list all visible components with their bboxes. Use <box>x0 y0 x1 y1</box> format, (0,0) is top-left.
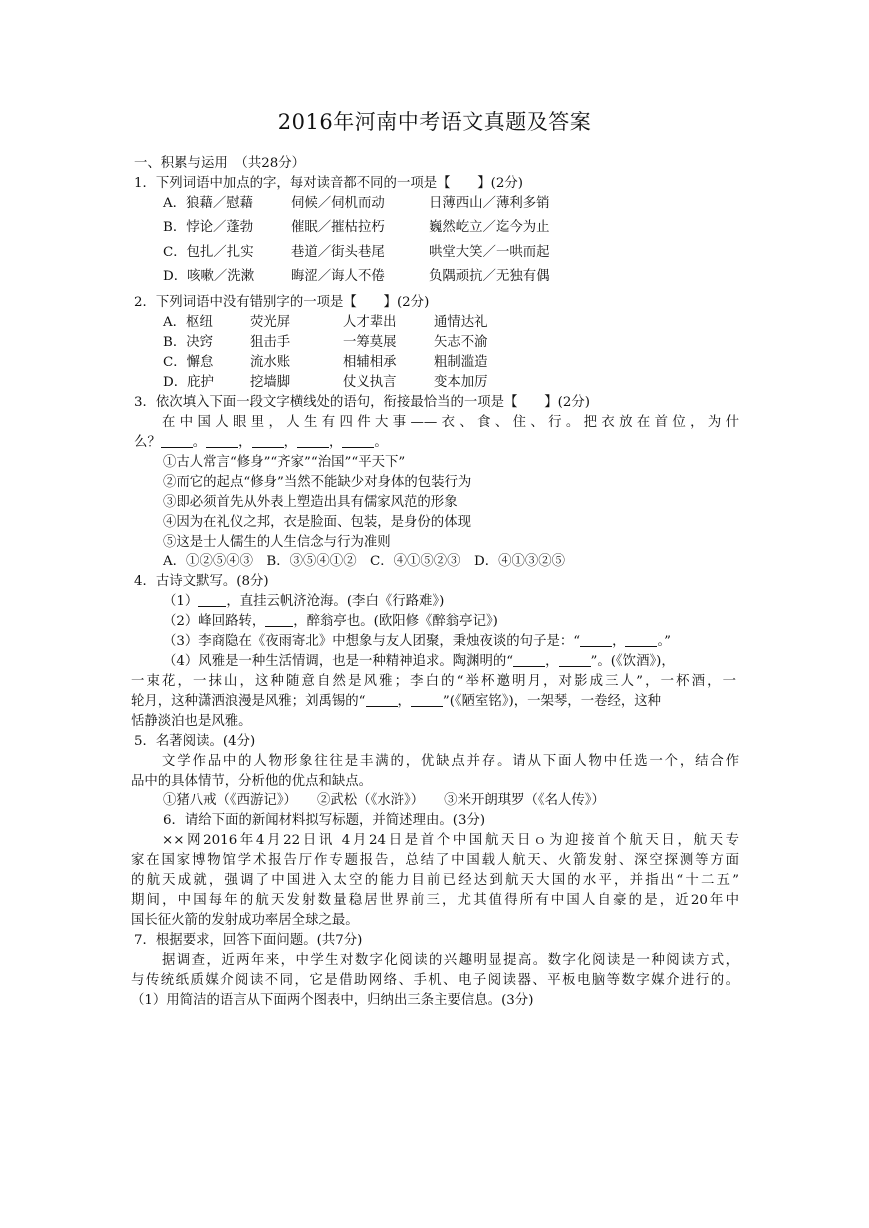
q3-item-4: ④因为在礼仪之邦，衣是脸面、包装，是身份的体现 <box>163 515 471 530</box>
question-5-stem: 5．名著阅读。(4分) <box>134 734 256 749</box>
q4-line-2: （2）峰回路转， ，醉翁亭也。(欧阳修《醉翁亭记》) <box>163 614 498 629</box>
answer-blank[interactable] <box>580 632 612 647</box>
q3-item-2: ②而它的起点“修身”当然不能缺少对身体的包装行为 <box>163 475 472 490</box>
question-4-stem: 4．古诗文默写。(8分) <box>134 574 269 589</box>
q1-option-b: B．悖论／蓬勃 催眠／摧枯拉朽 巍然屹立／迄今为止 <box>163 220 550 235</box>
q6-line-2: 家在国家博物馆学术报告厅作专题报告，总结了中国载人航天、火箭发射、深空探测等方面 <box>131 853 739 868</box>
q5-characters: ①猪八戒（《西游记》） ②武松（《水浒》） ③米开朗琪罗（《名人传》） <box>163 793 605 808</box>
section-heading: 一、积累与运用 （共28分） <box>134 156 306 171</box>
q2-option-c: C．懈怠 流水账 相辅相承 粗制滥造 <box>163 355 488 370</box>
q1-option-d: D．咳嗽／洗漱 晦涩／诲人不倦 负隅顽抗／无独有偶 <box>163 269 550 284</box>
q6-line-5: 国长征火箭的发射成功率居全球之最。 <box>131 913 359 928</box>
answer-blank[interactable] <box>206 433 238 448</box>
answer-blank[interactable] <box>625 632 657 647</box>
answer-blank[interactable] <box>366 692 398 707</box>
answer-blank[interactable] <box>513 652 545 667</box>
question-1-stem: 1．下列词语中加点的字，每对读音都不同的一项是【 】(2分) <box>134 176 524 191</box>
q5-line-1: 文学作品中的人物形象往往是丰满的，优缺点并存。请从下面人物中任选一个，结合作 <box>162 754 739 769</box>
q4-line-7: 恬静淡泊也是风雅。 <box>131 714 252 729</box>
q1-option-a: A．狼藉／慰藉 伺候／伺机而动 日薄西山／薄利多销 <box>163 196 550 211</box>
question-2-stem: 2．下列词语中没有错别字的一项是【 】(2分) <box>134 295 430 310</box>
question-6-stem: 6．请给下面的新闻材料拟写标题，并简述理由。(3分) <box>163 813 486 828</box>
q3-paragraph-cont: 么？ 。 ， ， ， 。 <box>134 435 388 450</box>
q1-option-c: C．包扎／扎实 巷道／街头巷尾 哄堂大笑／一哄而起 <box>163 245 550 260</box>
answer-blank[interactable] <box>297 433 329 448</box>
answer-blank[interactable] <box>252 433 284 448</box>
q4-line-1: （1） ，直挂云帆济沧海。(李白《行路难》) <box>163 594 445 609</box>
q4-line-4: （4）风雅是一种生活情调，也是一种精神追求。陶渊明的“ ， ”。(《饮酒》)， <box>163 654 675 669</box>
answer-blank[interactable] <box>161 433 193 448</box>
answer-blank[interactable] <box>411 692 443 707</box>
document-title: 2016年河南中考语文真题及答案 <box>277 110 592 134</box>
q7-line-2: 与传统纸质媒介阅读不同，它是借助网络、手机、电子阅读器、平板电脑等数字媒介进行的。 <box>131 973 739 988</box>
answer-blank[interactable] <box>559 652 591 667</box>
q4-line-3: （3）李商隐在《夜雨寄北》中想象与友人团聚，秉烛夜谈的句子是：“ ， 。” <box>163 634 672 649</box>
answer-blank[interactable] <box>265 612 293 627</box>
q2-option-d: D．庇护 挖墙脚 仗义执言 变本加厉 <box>163 375 488 390</box>
q4-line-6: 轮月，这种潇洒浪漫是风雅；刘禹锡的“ ， ”(《陋室铭》)，一架琴，一卷经，这种 <box>131 694 662 709</box>
q4-line-5: 一束花，一抹山，这种随意自然是风雅；李白的“举杯邀明月，对影成三人”，一杯酒，一 <box>131 674 736 689</box>
q3-choices: A．①②⑤④③ B．③⑤④①② C．④①⑤②③ D．④①③②⑤ <box>163 554 566 569</box>
q3-item-1: ①古人常言“修身”“齐家”“治国”“平天下” <box>163 455 406 470</box>
question-3-stem: 3．依次填入下面一段文字横线处的语句，衔接最恰当的一项是【 】(2分) <box>134 395 590 410</box>
q6-line-3: 的航天成就，强调了中国进入太空的能力目前已经达到航天大国的水平，并指出“十二五” <box>131 873 739 888</box>
q6-line-4: 期间，中国每年的航天发射数量稳居世界前三，尤其值得所有中国人自豪的是，近20年中 <box>131 893 739 908</box>
q6-line-1: ××网2016年4月22日讯 4月24日是首个中国航天日ｏ为迎接首个航天日，航天专 <box>162 833 739 848</box>
q3-item-3: ③即必须首先从外表上塑造出具有儒家风范的形象 <box>163 495 458 510</box>
q3-paragraph: 在中国人眼里，人生有四件大事——衣、食、住、行。把衣放在首位，为什 <box>162 415 739 430</box>
q7-line-1: 据调查，近两年来，中学生对数字化阅读的兴趣明显提高。数字化阅读是一种阅读方式， <box>162 953 739 968</box>
question-7-stem: 7．根据要求，回答下面问题。(共7分) <box>134 933 363 948</box>
q3-item-5: ⑤这是士人儒生的人生信念与行为准则 <box>163 535 391 550</box>
q5-line-2: 品中的具体情节，分析他的优点和缺点。 <box>131 774 373 789</box>
answer-blank[interactable] <box>198 592 226 607</box>
q2-option-b: B．决窍 狙击手 一筹莫展 矢志不渝 <box>163 335 488 350</box>
q2-option-a: A．枢纽 荧光屏 人才辈出 通情达礼 <box>163 315 488 330</box>
answer-blank[interactable] <box>342 433 374 448</box>
q7-subquestion-1: （1）用简洁的语言从下面两个图表中，归纳出三条主要信息。(3分) <box>131 993 534 1008</box>
